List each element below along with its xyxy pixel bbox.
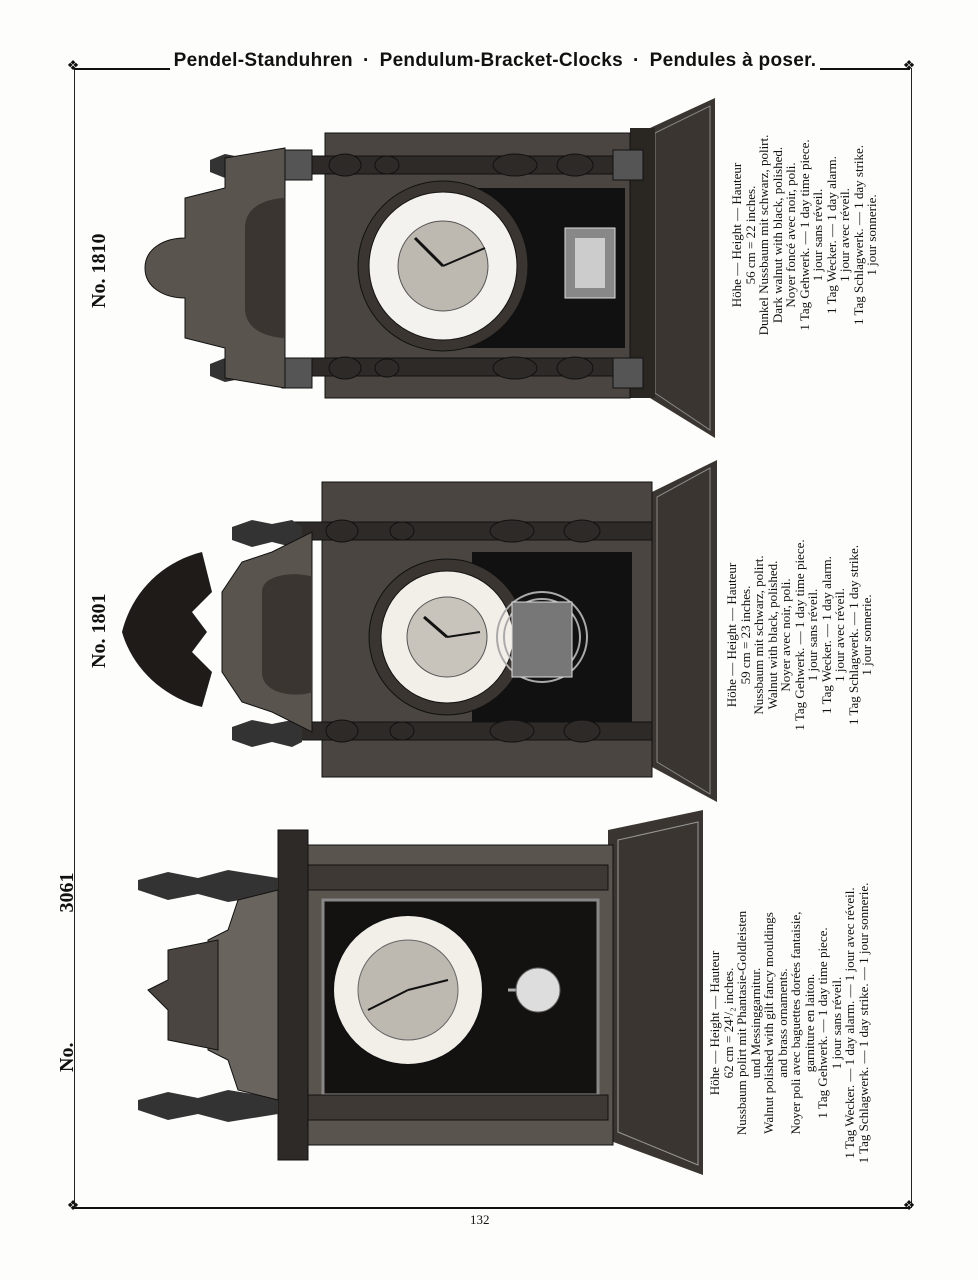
clock-1810-line: Noyer foncé avec noir, poli.: [783, 162, 798, 308]
clock-1801-line: 1 jour avec réveil.: [832, 588, 847, 682]
clock-1801-line: 1 jour sonnerie.: [859, 594, 874, 676]
clock-3061-line: and brass ornaments.: [774, 968, 790, 1078]
clock-1810-model: No. 1810: [88, 233, 110, 308]
clock-1801-description: [725, 510, 874, 760]
clock-1810-line: Dunkel Nussbaum mit schwarz, polirt.: [756, 134, 771, 336]
header-german: Pendel-Standuhren: [173, 50, 353, 71]
corner-ornament-icon: ❖: [902, 59, 916, 74]
clock-3061-model: [56, 873, 79, 1072]
clock-1810-line: 56 cm = 22 inches.: [742, 185, 758, 285]
clock-3061-model-number: 3061: [56, 872, 78, 913]
clock-1801-line: 59 cm = 23 inches.: [737, 585, 753, 685]
clock-3061-line: 62 cm = 24¹/₂ inches.: [720, 967, 736, 1079]
clock-1810-illustration: [125, 88, 720, 443]
clock-1810-line: 1 jour avec réveil.: [837, 188, 852, 282]
clock-3061-model-prefix: No.: [56, 1042, 78, 1072]
clock-3061-line: Nussbaum polirt mit Phantasie-Goldleisten: [734, 910, 749, 1136]
clock-3061-line: garniture en laiton.: [801, 973, 817, 1073]
clock-1801-line: Nussbaum mit schwarz, polirt.: [751, 555, 766, 715]
clock-1801-line: Noyer avec noir, poli.: [778, 578, 793, 692]
clock-3061-line: 1 jour sans réveil.: [828, 976, 844, 1070]
header-french: Pendules à poser.: [649, 50, 817, 71]
clock-1810-line: 1 Tag Gehwerk. — 1 day time piece.: [796, 139, 812, 331]
clock-1810-line: 1 Tag Wecker. — 1 day alarm.: [823, 156, 839, 314]
clock-3061-line: Noyer poli avec baguettes dorées fantaisie,: [788, 911, 803, 1135]
header-rule-left: [74, 68, 170, 70]
clock-1801-model: No. 1801: [88, 593, 110, 668]
clock-3061-line: 1 Tag Gehwerk. — 1 day time piece.: [815, 927, 830, 1119]
clock-1801-line: 1 jour sans réveil.: [805, 588, 820, 682]
clock-3061-line: und Messinggarnitur.: [747, 967, 763, 1079]
clock-1810-line: Dark walnut with black, polished.: [769, 146, 785, 324]
clock-1810-line: Höhe — Height — Hauteur: [729, 162, 744, 308]
page-number: 132: [470, 1212, 490, 1227]
header-separator: ·: [633, 50, 640, 71]
clock-1810-line: 1 jour sans réveil.: [810, 188, 825, 282]
page-header: [170, 50, 820, 72]
clock-1801-line: Höhe — Height — Hauteur: [724, 562, 739, 708]
corner-ornament-icon: ❖: [902, 1199, 916, 1214]
clock-1801-line: 1 Tag Wecker. — 1 day alarm.: [818, 556, 834, 714]
clock-3061-line: Höhe — Height — Hauteur: [707, 950, 722, 1096]
clock-1801-line: Walnut with black, polished.: [764, 560, 780, 710]
clock-1801-line: 1 Tag Gehwerk. — 1 day time piece.: [791, 539, 807, 731]
clock-3061-illustration: [128, 810, 708, 1180]
clock-3061-line: 1 Tag Wecker. — 1 day alarm. — 1 jour avec réveil.: [842, 887, 857, 1159]
clock-3061-line: Walnut polished with gilt fancy mouldings: [761, 912, 776, 1134]
footer-rule: [74, 1207, 910, 1209]
clock-3061-description: [708, 868, 870, 1178]
clock-1810-line: 1 jour sonnerie.: [864, 194, 879, 276]
clock-1810-description: [730, 110, 879, 360]
clock-1801-line: 1 Tag Schlagwerk. — 1 day strike.: [845, 544, 861, 726]
corner-ornament-icon: ❖: [66, 1199, 80, 1214]
corner-ornament-icon: ❖: [66, 59, 80, 74]
header-rule-right: [820, 68, 910, 70]
clock-1801-illustration: [112, 452, 720, 804]
header-separator: ·: [362, 50, 370, 71]
clock-3061-line: 1 Tag Schlagwerk. — 1 day strike. — 1 jour sonnerie.: [855, 882, 871, 1164]
clock-1810-line: 1 Tag Schlagwerk. — 1 day strike.: [850, 144, 866, 326]
header-english: Pendulum-Bracket-Clocks: [379, 50, 624, 71]
